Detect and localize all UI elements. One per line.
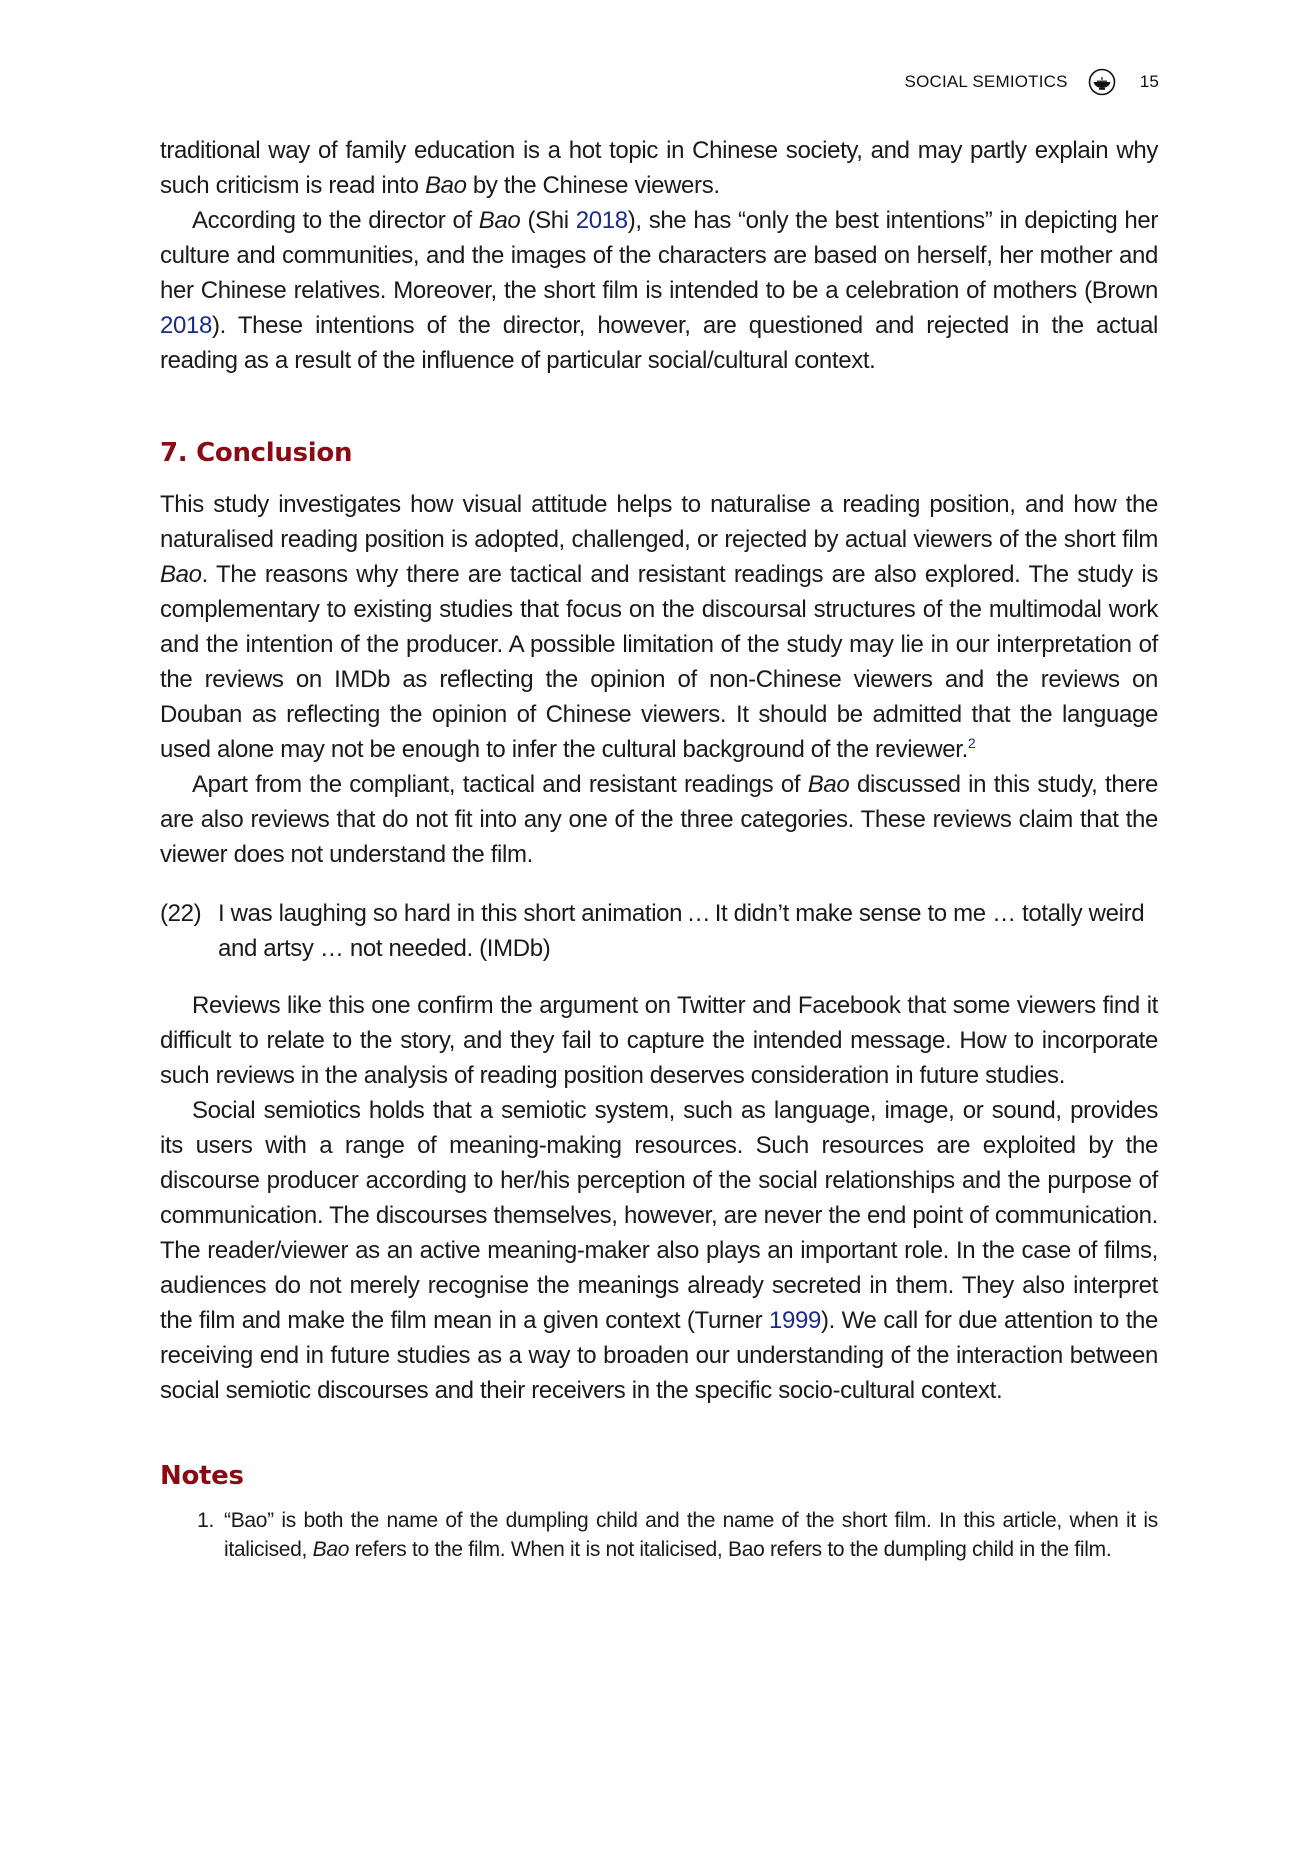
paragraph-director-intentions [160, 203, 1158, 378]
heading-spacer [160, 1492, 1158, 1506]
article-body [160, 133, 1158, 1564]
journal-title: SOCIAL SEMIOTICS [904, 72, 1068, 91]
text-run: (Shi [520, 207, 576, 234]
citation-link-turner-1999[interactable]: 1999 [768, 1307, 821, 1334]
paragraph-reviews-confirm: Reviews like this one confirm the argument on Twitter and Facebook that some viewers find it difficult to relate to the story, and they fail to capture the intended message. How to incorporate such reviews in the analysis of reading position deserves consideration in future studies. [160, 992, 1158, 1089]
notes-list [160, 1506, 1158, 1564]
section-spacer [160, 1408, 1158, 1460]
section-spacer [160, 378, 1158, 437]
film-title-italic: Bao [312, 1538, 350, 1561]
text-run: This study investigates how visual attitude helps to naturalise a reading position, and how the naturalised reading position is adopted, challenged, or rejected by actual viewers of the short film [160, 491, 1158, 553]
text-run: ), she has “only the best intentions” in depicting her culture and communities, and the images of the characters are based on herself, her mother and her Chinese relatives. Moreover, the short film is intended to be a celebration of mothers (Brown [160, 207, 1158, 304]
citation-link-brown-2018[interactable]: 2018 [160, 312, 212, 339]
page-number: 15 [1139, 72, 1159, 91]
paragraph-other-reviews [160, 767, 1158, 872]
paragraph-conclusion-study [160, 487, 1158, 767]
section-heading-notes: Notes [160, 1461, 244, 1491]
text-run: ). These intentions of the director, however, are questioned and rejected in the actual reading as a result of the influence of particular social/cultural context. [160, 312, 1158, 374]
publisher-lamp-logo-icon [1088, 68, 1116, 96]
note-item-1 [160, 1506, 1158, 1564]
example-spacer-top [160, 872, 1158, 896]
text-run: . The reasons why there are tactical and resistant readings are also explored. The study is complementary to existing studies that focus on the discoursal structures of the multimodal work and the intention of the producer. A possible limitation of the study may lie in our interpretation of the reviews on IMDb as reflecting the opinion of non-Chinese viewers and the reviews on Douban as reflecting the opinion of Chinese viewers. It should be admitted that the language used alone may not be enough to infer the cultural background of the reviewer. [160, 561, 1158, 763]
text-run: According to the director of [192, 207, 479, 234]
footnote-ref-2[interactable]: 2 [967, 735, 976, 751]
text-run: discussed in this study, there are also reviews that do not fit into any one of the three categories. These reviews claim that the viewer does not understand the film. [160, 771, 1158, 868]
text-run: refers to the film. When it is not italicised, Bao refers to the dumpling child in the film. [349, 1538, 1112, 1561]
note-text [224, 1506, 1158, 1564]
film-title-italic: Bao [807, 771, 850, 798]
note-number: 1. [197, 1509, 214, 1532]
example-22 [160, 896, 1158, 966]
text-run: by the Chinese viewers. [466, 172, 720, 199]
paragraph-continued [160, 133, 1158, 203]
example-number: (22) [160, 900, 202, 927]
text-run: Social semiotics holds that a semiotic system, such as language, image, or sound, provides its users with a range of meaning-making resources. Such resources are exploited by the discourse producer according to her/his perception of the social relationships and the purpose of communication. The discourses themselves, however, are never the end point of communication. The reader/viewer as an active meaning-maker also plays an important role. In the case of films, audiences do not merely recognise the meanings already secreted in them. They also interpret the film and make the film mean in a given context (Turner [160, 1097, 1158, 1334]
text-run: “Bao” is both the name of the dumpling child and the name of the short film. In this article, when it is italicised, [224, 1509, 1158, 1561]
film-title-italic: Bao [424, 172, 467, 199]
heading-spacer [160, 469, 1158, 487]
film-title-italic: Bao [160, 561, 202, 588]
paragraph-social-semiotics [160, 1093, 1158, 1408]
running-head [905, 68, 1159, 96]
section-heading-conclusion: 7. Conclusion [160, 438, 353, 468]
text-run: ). We call for due attention to the receiving end in future studies as a way to broaden our understanding of the interaction between social semiotic discourses and their receivers in the specific socio-cultural context. [160, 1307, 1159, 1404]
text-run: traditional way of family education is a hot topic in Chinese society, and may partly explain why such criticism is read into [160, 137, 1158, 199]
citation-link-shi-2018[interactable]: 2018 [575, 207, 628, 234]
example-spacer-bottom [160, 966, 1158, 988]
film-title-italic: Bao [478, 207, 521, 234]
text-run: Apart from the compliant, tactical and resistant readings of [192, 771, 808, 798]
example-text: I was laughing so hard in this short animation … It didn’t make sense to me … totally weird and artsy … not needed. (IMDb) [218, 900, 1145, 962]
